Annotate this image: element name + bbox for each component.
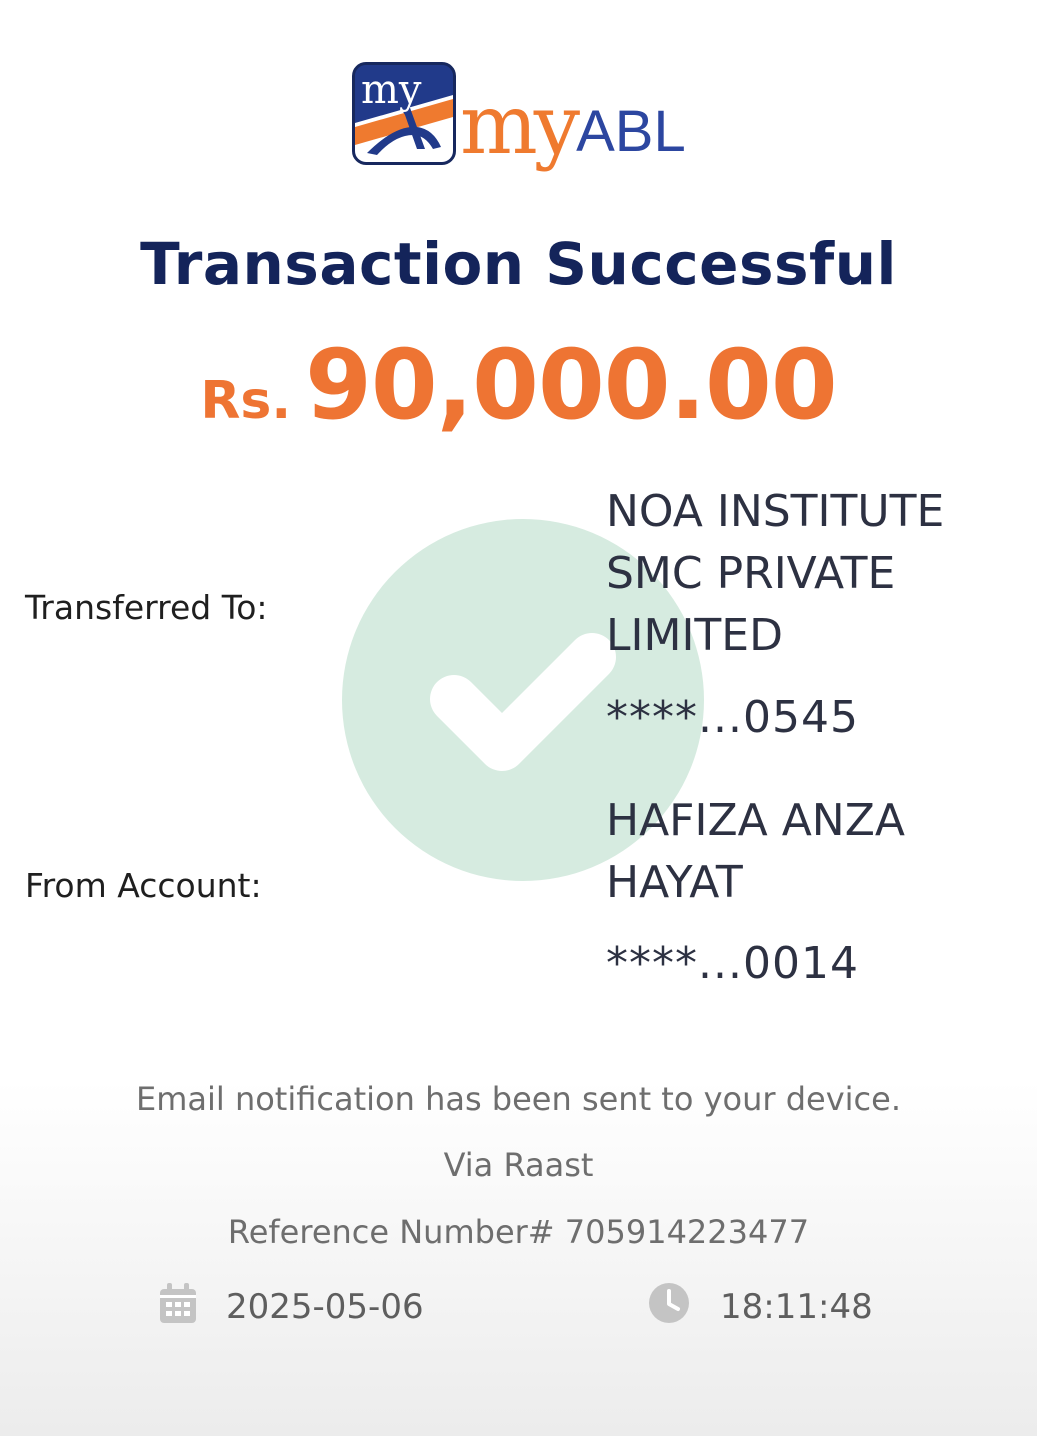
from-account-name-line: HAYAT bbox=[606, 857, 743, 908]
amount-currency: Rs. bbox=[200, 371, 292, 431]
calendar-icon bbox=[160, 1283, 196, 1332]
svg-text:my: my bbox=[361, 67, 422, 113]
from-account-label: From Account: bbox=[25, 866, 262, 905]
from-account-name bbox=[606, 790, 1026, 914]
transferred-to-name-line: LIMITED bbox=[606, 610, 783, 661]
reference-number: Reference Number# 705914223477 bbox=[227, 1213, 810, 1251]
from-account-name-line: HAFIZA ANZA bbox=[606, 795, 905, 846]
from-account-number: ****...0014 bbox=[606, 938, 859, 989]
logo-word-my: my bbox=[460, 78, 577, 173]
date-value: 2025-05-06 bbox=[226, 1287, 424, 1327]
clock-icon bbox=[648, 1282, 690, 1333]
transaction-time bbox=[648, 1282, 873, 1332]
transaction-date bbox=[160, 1282, 424, 1332]
transferred-to-account: ****...0545 bbox=[606, 692, 859, 743]
logo-wordmark bbox=[460, 62, 686, 172]
myabl-logo bbox=[352, 60, 697, 178]
via-channel: Via Raast bbox=[443, 1146, 594, 1184]
transaction-amount bbox=[0, 330, 1037, 440]
email-notice: Email notification has been sent to your device. bbox=[135, 1080, 901, 1118]
transferred-to-name-line: SMC PRIVATE bbox=[606, 548, 896, 599]
transferred-to-name-line: NOA INSTITUTE bbox=[606, 486, 945, 537]
transferred-to-label: Transferred To: bbox=[25, 588, 268, 627]
page-title: Transaction Successful bbox=[140, 230, 897, 298]
transferred-to-name bbox=[606, 481, 1026, 667]
logo-word-abl: ABL bbox=[576, 99, 686, 164]
time-value: 18:11:48 bbox=[720, 1287, 873, 1327]
logo-badge-icon bbox=[352, 62, 456, 165]
amount-value: 90,000.00 bbox=[305, 329, 837, 441]
